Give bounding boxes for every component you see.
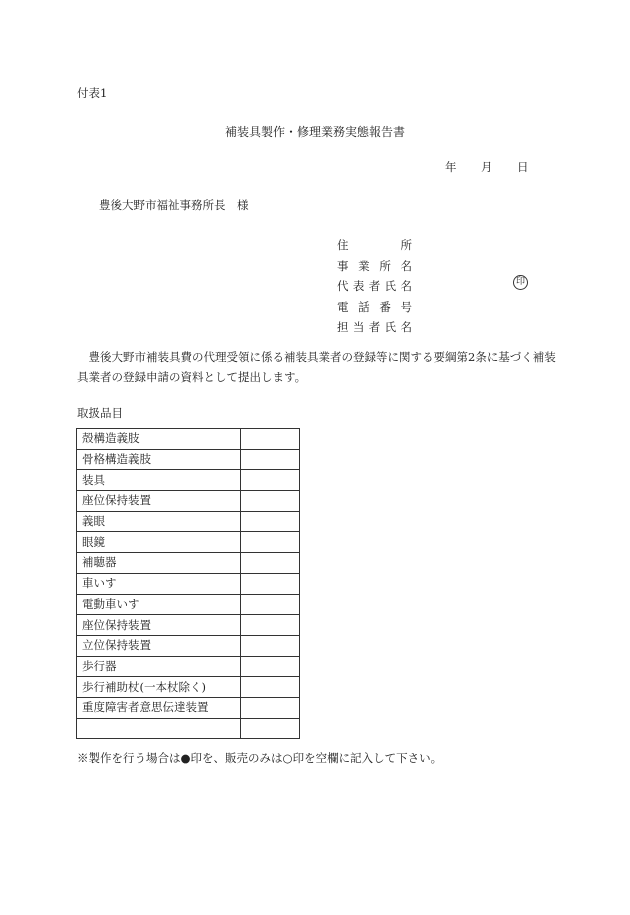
addressee: 豊後大野市福祉事務所長 様 [99,198,249,212]
item-name-cell: 歩行補助杖(一本杖除く) [77,677,241,698]
table-row [77,594,300,615]
table-row [77,635,300,656]
table-row [77,470,300,491]
item-name-cell: 殻構造義肢 [77,429,241,450]
item-mark-cell[interactable] [241,677,300,698]
item-name-cell [77,718,241,739]
item-name-cell: 補聴器 [77,553,241,574]
item-mark-cell[interactable] [241,718,300,739]
representative-row [337,276,412,297]
item-mark-cell[interactable] [241,656,300,677]
item-mark-cell[interactable] [241,573,300,594]
item-name-cell: 骨格構造義肢 [77,449,241,470]
item-mark-cell[interactable] [241,615,300,636]
applicant-block [337,235,525,338]
date-month: 月 [481,160,493,174]
seal-mark: 印 [513,275,528,290]
representative-label: 代表者氏名 [337,279,412,293]
item-name-cell: 歩行器 [77,656,241,677]
contact-row [337,317,412,338]
item-mark-cell[interactable] [241,635,300,656]
item-mark-cell[interactable] [241,553,300,574]
office-name-row [337,256,412,277]
table-row [77,718,300,739]
table-row [77,511,300,532]
item-name-cell: 座位保持装置 [77,491,241,512]
table-row [77,553,300,574]
item-name-cell: 装具 [77,470,241,491]
item-mark-cell[interactable] [241,594,300,615]
body-text: 豊後大野市補装具費の代理受領に係る補装具業者の登録等に関する要綱第2条に基づく補装具業者の登録申請の資料として提出します。 [77,350,556,384]
date-day: 日 [517,160,529,174]
item-mark-cell[interactable] [241,470,300,491]
table-row [77,429,300,450]
item-name-cell: 義眼 [77,511,241,532]
item-mark-cell[interactable] [241,532,300,553]
item-name-cell: 重度障害者意思伝達装置 [77,697,241,718]
phone-label: 電話番号 [337,299,412,314]
table-row [77,656,300,677]
date-year: 年 [445,160,457,174]
item-name-cell: 車いす [77,573,241,594]
item-mark-cell[interactable] [241,449,300,470]
item-name-cell: 電動車いす [77,594,241,615]
office-name-label: 事業所名 [337,258,412,273]
address-label: 住所 [337,238,412,252]
attachment-label: 付表1 [77,86,108,100]
table-row [77,573,300,594]
table-row [77,491,300,512]
item-name-cell: 立位保持装置 [77,635,241,656]
document-title: 補装具製作・修理業務実態報告書 [224,125,405,139]
item-name-cell: 座位保持装置 [77,615,241,636]
item-mark-cell[interactable] [241,697,300,718]
table-row [77,449,300,470]
address-row [337,235,412,256]
table-row [77,532,300,553]
table-row [77,697,300,718]
table-row [77,677,300,698]
items-table [76,428,300,739]
item-name-cell: 眼鏡 [77,532,241,553]
item-mark-cell[interactable] [241,491,300,512]
phone-row [337,297,412,318]
date-line [445,159,529,175]
item-mark-cell[interactable] [241,511,300,532]
footnote: ※製作を行う場合は●印を、販売のみは○印を空欄に記入して下さい。 [77,751,443,765]
contact-label: 担当者氏名 [337,320,412,334]
items-heading: 取扱品目 [77,406,123,420]
item-mark-cell[interactable] [241,429,300,450]
table-row [77,615,300,636]
